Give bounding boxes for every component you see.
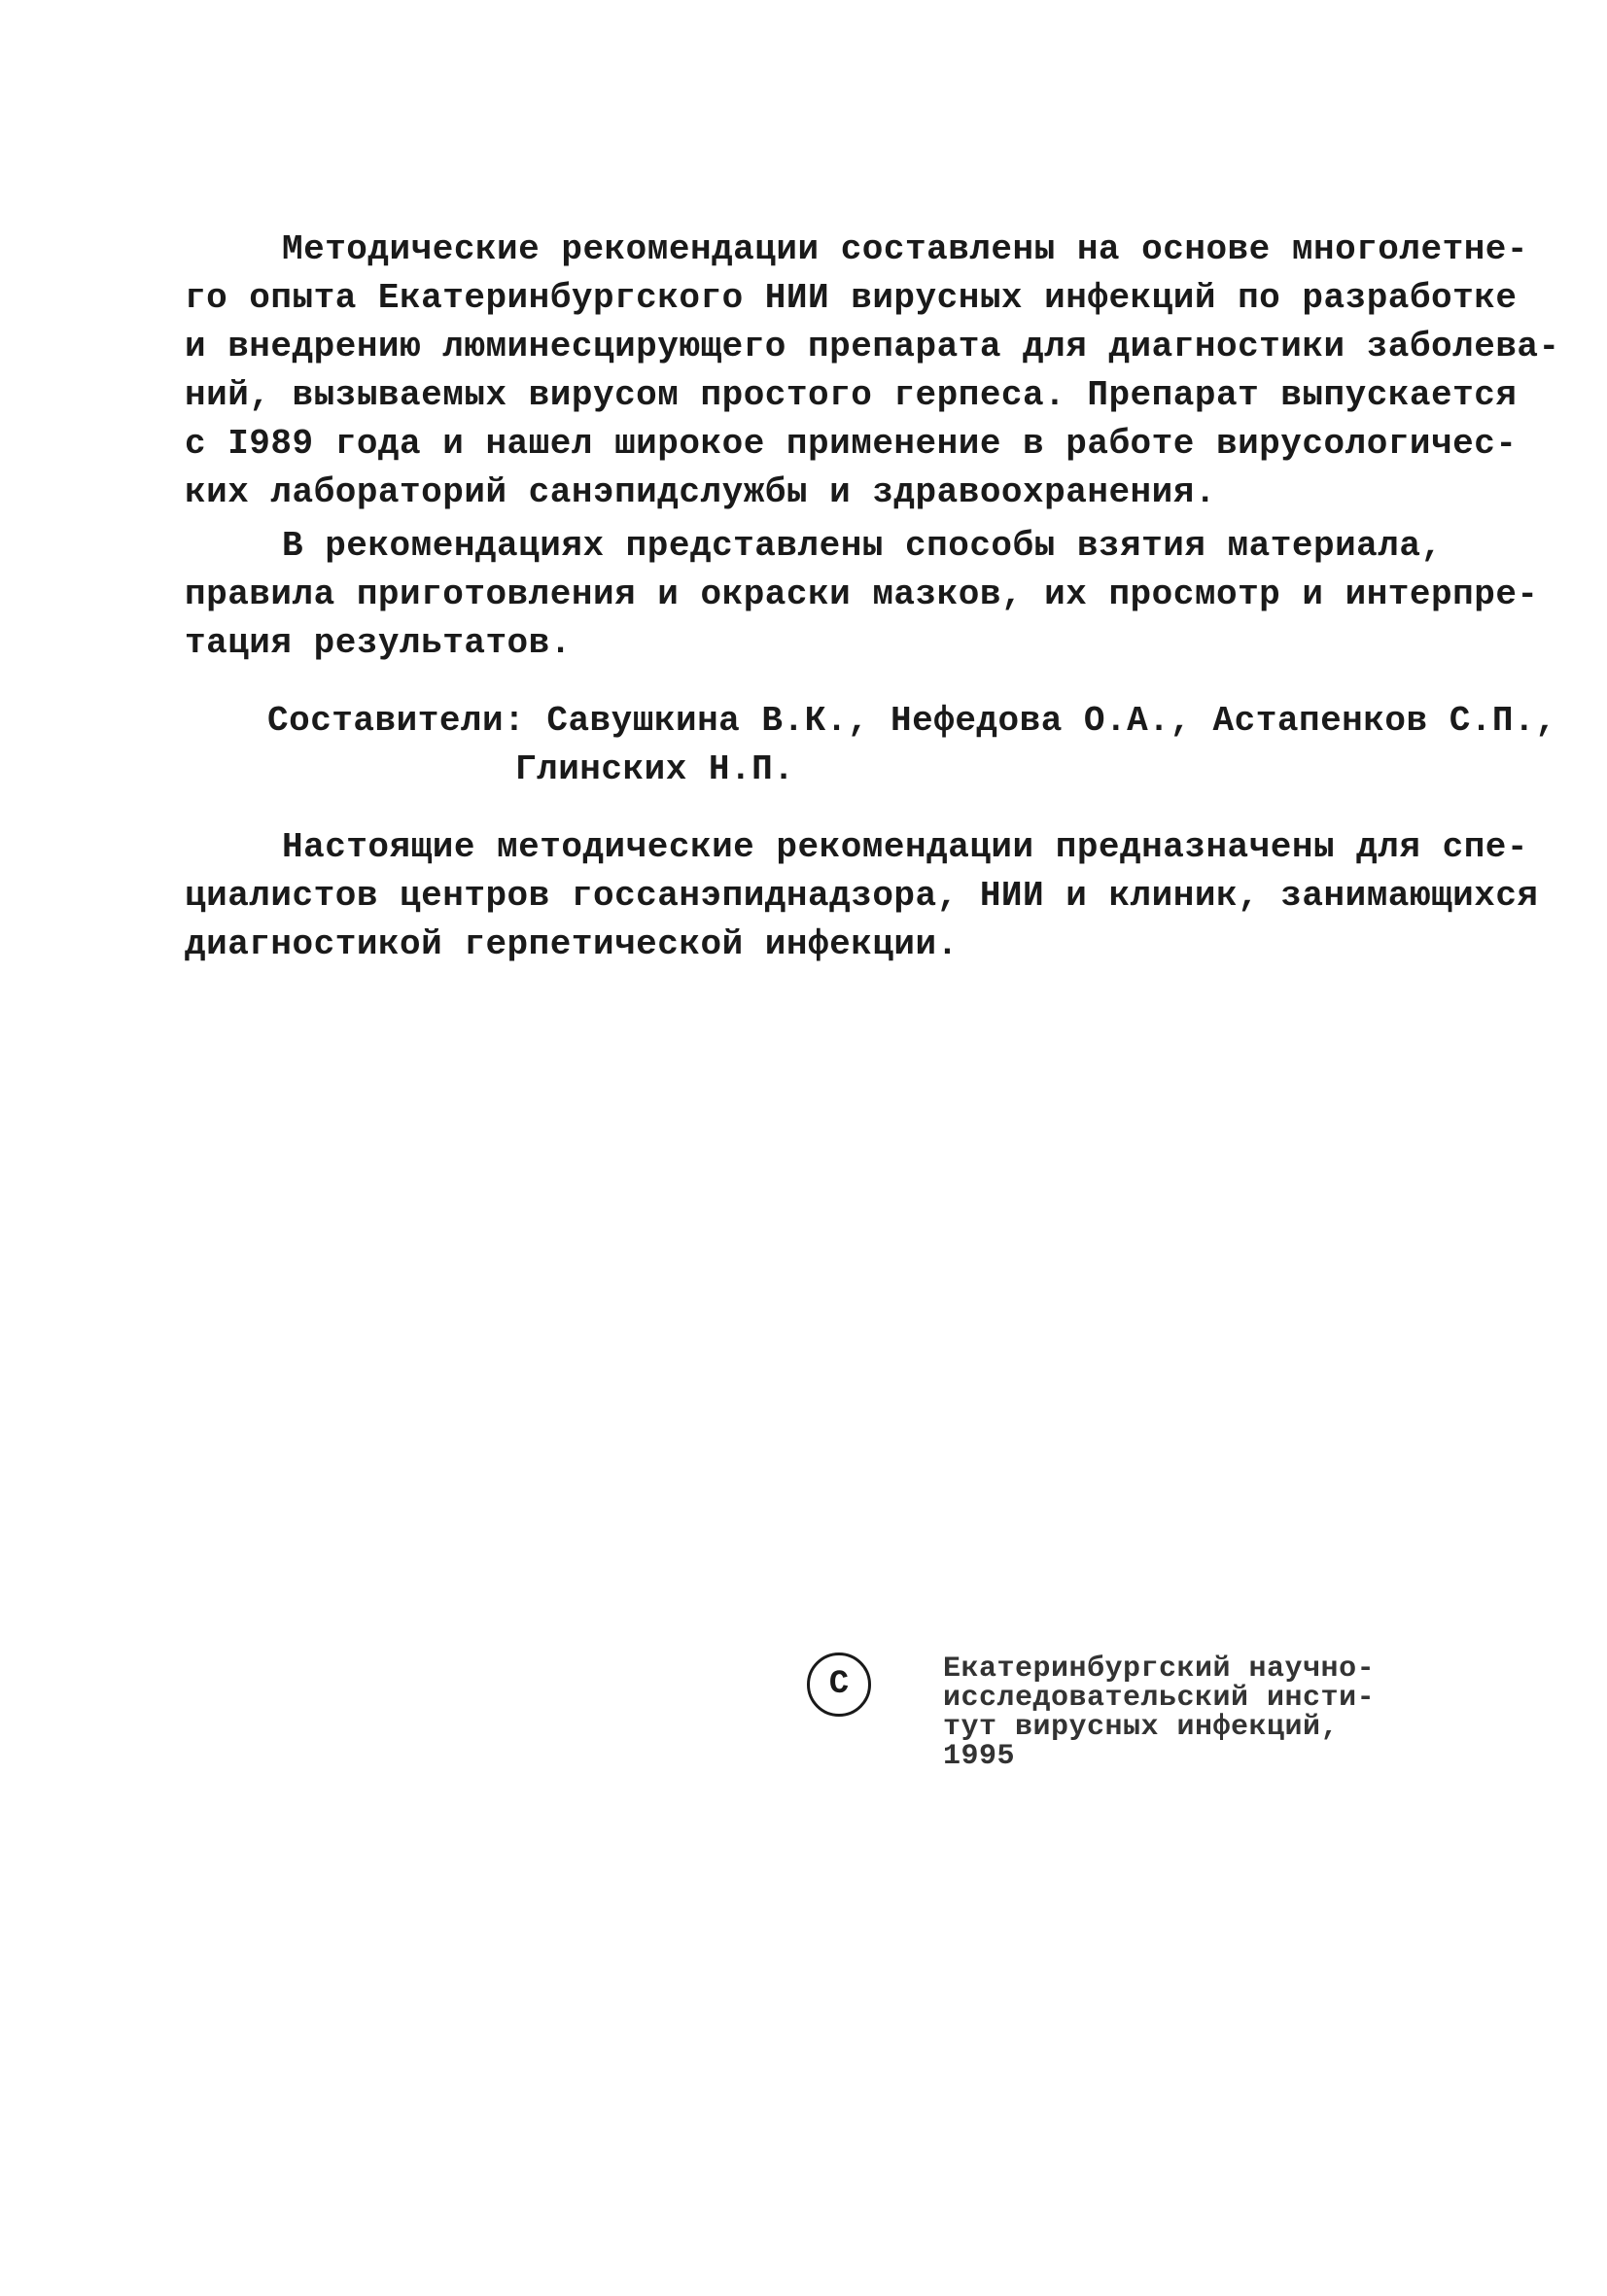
publisher-info	[943, 1654, 1449, 1771]
audience-paragraph	[185, 823, 1539, 969]
text-line: ких лабораторий санэпидслужбы и здравоохранения.	[185, 472, 1216, 512]
text-line: с I989 года и нашел широкое применение в работе вирусологичес-	[185, 424, 1518, 464]
text-line: Екатеринбургский научно-	[943, 1652, 1376, 1686]
text-line: Глинских Н.П.	[515, 749, 795, 789]
text-line: 1995	[943, 1740, 1016, 1773]
text-line: правила приготовления и окраски мазков, их просмотр и интерпре-	[185, 574, 1539, 614]
text-line: ний, вызываемых вирусом простого герпеса. Препарат выпускается	[185, 375, 1518, 415]
text-line: Методические рекомендации составлены на основе многолетне-	[282, 229, 1529, 269]
text-line: В рекомендациях представлены способы взятия материала,	[282, 526, 1443, 566]
intro-paragraph	[185, 226, 1560, 517]
text-line: исследовательский инсти-	[943, 1682, 1376, 1715]
text-line: тут вирусных инфекций,	[943, 1711, 1340, 1744]
text-line: диагностикой герпетической инфекции.	[185, 924, 959, 964]
text-line: го опыта Екатеринбургского НИИ вирусных инфекций по разработке	[185, 278, 1518, 318]
text-line: и внедрению люминесцирующего препарата для диагностики заболева-	[185, 327, 1560, 366]
text-line: Составители: Савушкина В.К., Нефедова О.А., Астапенков С.П.,	[267, 701, 1557, 741]
contents-paragraph	[185, 522, 1539, 668]
text-line: тация результатов.	[185, 623, 572, 663]
authors-paragraph	[185, 697, 1557, 794]
copyright-block	[807, 1652, 1468, 1808]
text-line: циалистов центров госсанэпиднадзора, НИИ и клиник, занимающихся	[185, 876, 1539, 916]
text-line: Настоящие методические рекомендации предназначены для спе-	[282, 827, 1529, 867]
copyright-icon: C	[807, 1652, 871, 1717]
